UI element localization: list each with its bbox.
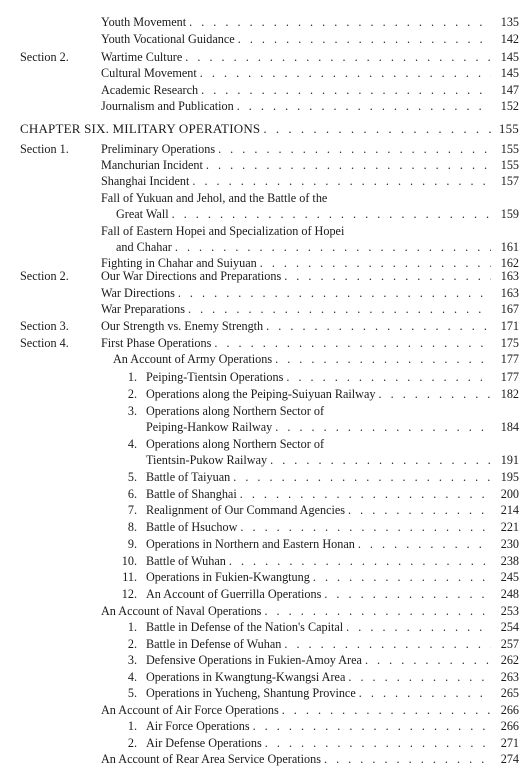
entry-title bbox=[101, 173, 491, 189]
dot-leader bbox=[362, 652, 491, 668]
dot-leader bbox=[230, 469, 491, 485]
entry-title-text: Preliminary Operations bbox=[101, 142, 216, 156]
entry-title-text: Fall of Eastern Hopei and Specialization of Hopei bbox=[101, 224, 345, 238]
dot-leader bbox=[235, 31, 491, 47]
entry-title bbox=[101, 268, 491, 284]
entry-title bbox=[101, 603, 491, 619]
page-number: 167 bbox=[500, 302, 519, 316]
dot-leader bbox=[250, 718, 491, 734]
toc-entry bbox=[0, 636, 531, 652]
page-number: 230 bbox=[500, 537, 519, 551]
item-number: 12. bbox=[121, 587, 137, 601]
page-number: 271 bbox=[500, 736, 519, 750]
entry-title bbox=[146, 536, 491, 552]
entry-title-text: Air Defense Operations bbox=[146, 736, 262, 750]
toc-entry bbox=[0, 486, 531, 502]
item-number: 9. bbox=[127, 537, 137, 551]
entry-title bbox=[101, 702, 491, 718]
entry-title-text: and Chahar bbox=[116, 240, 172, 254]
toc-entry bbox=[0, 31, 531, 47]
toc-entry bbox=[0, 49, 531, 65]
page-number: 266 bbox=[500, 719, 519, 733]
toc-entry bbox=[0, 619, 531, 635]
toc-entry bbox=[0, 436, 531, 452]
entry-title-text: Realignment of Our Command Agencies bbox=[146, 503, 346, 517]
toc-entry bbox=[0, 318, 531, 334]
dot-leader bbox=[182, 49, 491, 65]
toc-entry bbox=[0, 569, 531, 585]
entry-title bbox=[101, 301, 491, 317]
page-number: 262 bbox=[500, 653, 519, 667]
toc-entry bbox=[0, 536, 531, 552]
dot-leader bbox=[345, 502, 491, 518]
toc-entry bbox=[0, 452, 531, 468]
entry-title bbox=[101, 49, 491, 65]
dot-leader bbox=[356, 685, 491, 701]
entry-title bbox=[146, 519, 491, 535]
toc-entry bbox=[0, 65, 531, 81]
item-number: 5. bbox=[127, 470, 137, 484]
entry-title-text: Air Force Operations bbox=[146, 719, 250, 733]
entry-title bbox=[113, 351, 491, 367]
entry-title-text: Youth Movement bbox=[101, 15, 187, 29]
dot-leader bbox=[262, 735, 491, 751]
toc-entry bbox=[0, 685, 531, 701]
item-number: 10. bbox=[121, 554, 137, 568]
dot-leader bbox=[175, 285, 491, 301]
entry-title-text: Battle of Shanghai bbox=[146, 487, 237, 501]
toc-entry bbox=[0, 141, 531, 157]
dot-leader bbox=[279, 702, 491, 718]
page-number: 159 bbox=[500, 207, 519, 221]
dot-leader bbox=[203, 157, 491, 173]
entry-title bbox=[146, 569, 491, 585]
section-label: Section 2. bbox=[20, 50, 69, 64]
toc-entry bbox=[0, 718, 531, 734]
page-number: 175 bbox=[500, 336, 519, 350]
entry-title-text: Great Wall bbox=[116, 207, 169, 221]
entry-title-text: Operations in Fukien-Kwangtung bbox=[146, 570, 310, 584]
entry-title bbox=[146, 386, 491, 402]
page-number: 171 bbox=[500, 319, 519, 333]
entry-title bbox=[146, 669, 491, 685]
toc-entry bbox=[0, 386, 531, 402]
page-number: 147 bbox=[500, 83, 519, 97]
entry-title bbox=[146, 735, 491, 751]
entry-title-text: Defensive Operations in Fukien-Amoy Area bbox=[146, 653, 362, 667]
entry-title-text: Manchurian Incident bbox=[101, 158, 203, 172]
item-number: 4. bbox=[127, 437, 137, 451]
page-number: 145 bbox=[500, 50, 519, 64]
page-number: 177 bbox=[500, 370, 519, 384]
toc-entry bbox=[0, 285, 531, 301]
dot-leader bbox=[355, 536, 491, 552]
toc-entry bbox=[0, 586, 531, 602]
dot-leader bbox=[310, 569, 491, 585]
item-number: 5. bbox=[127, 686, 137, 700]
page-number: 195 bbox=[500, 470, 519, 484]
entry-title bbox=[101, 141, 491, 157]
dot-leader bbox=[169, 206, 491, 222]
section-label: Section 1. bbox=[20, 142, 69, 156]
entry-title bbox=[146, 419, 491, 435]
dot-leader bbox=[272, 419, 491, 435]
toc-entry bbox=[0, 369, 531, 385]
toc-entry bbox=[0, 553, 531, 569]
toc-entry bbox=[0, 469, 531, 485]
entry-title-text: Battle in Defense of the Nation's Capital bbox=[146, 620, 344, 634]
item-number: 7. bbox=[127, 503, 137, 517]
entry-title-text: Operations in Kwangtung-Kwangsi Area bbox=[146, 670, 346, 684]
dot-leader bbox=[172, 239, 491, 255]
chapter-title bbox=[20, 121, 491, 137]
entry-title bbox=[101, 31, 491, 47]
entry-title bbox=[146, 636, 491, 652]
entry-title-text: Shanghai Incident bbox=[101, 174, 190, 188]
toc-entry bbox=[0, 82, 531, 98]
dot-leader bbox=[376, 386, 492, 402]
entry-title-text: War Directions bbox=[101, 286, 175, 300]
page-number: 254 bbox=[500, 620, 519, 634]
entry-title bbox=[101, 318, 491, 334]
page-number: 248 bbox=[500, 587, 519, 601]
entry-title bbox=[101, 65, 491, 81]
entry-title bbox=[146, 685, 491, 701]
item-number: 1. bbox=[127, 370, 137, 384]
toc-entry bbox=[0, 419, 531, 435]
dot-leader bbox=[343, 619, 491, 635]
entry-title-text: CHAPTER SIX. MILITARY OPERATIONS bbox=[20, 121, 261, 136]
toc-entry bbox=[0, 98, 531, 114]
page-number: 245 bbox=[500, 570, 519, 584]
page-number: 155 bbox=[498, 121, 519, 136]
entry-title bbox=[101, 190, 491, 206]
entry-title-text: Operations along Northern Sector of bbox=[146, 404, 325, 418]
section-label: Section 4. bbox=[20, 336, 69, 350]
dot-leader bbox=[215, 141, 491, 157]
dot-leader bbox=[260, 121, 491, 137]
toc-entry bbox=[0, 173, 531, 189]
toc-entry bbox=[0, 702, 531, 718]
item-number: 3. bbox=[127, 404, 137, 418]
item-number: 2. bbox=[127, 387, 137, 401]
toc-entry bbox=[0, 519, 531, 535]
entry-title-text: Battle of Hsuchow bbox=[146, 520, 238, 534]
toc-entry bbox=[0, 652, 531, 668]
dot-leader bbox=[281, 268, 491, 284]
entry-title-text: Our Strength vs. Enemy Strength bbox=[101, 319, 264, 333]
section-label: Section 3. bbox=[20, 319, 69, 333]
item-number: 8. bbox=[127, 520, 137, 534]
entry-title bbox=[146, 718, 491, 734]
dot-leader bbox=[321, 751, 491, 767]
dot-leader bbox=[185, 301, 491, 317]
page-number: 142 bbox=[500, 32, 519, 46]
entry-title-text: War Preparations bbox=[101, 302, 185, 316]
entry-title bbox=[146, 403, 491, 419]
page-number: 214 bbox=[500, 503, 519, 517]
entry-title-text: Fall of Yukuan and Jehol, and the Battle of the bbox=[101, 191, 328, 205]
entry-title-text: Peiping-Hankow Railway bbox=[146, 420, 273, 434]
entry-title bbox=[101, 14, 491, 30]
page-number: 161 bbox=[500, 240, 519, 254]
dot-leader bbox=[281, 636, 491, 652]
item-number: 1. bbox=[127, 719, 137, 733]
dot-leader bbox=[189, 173, 491, 189]
toc-entry bbox=[0, 301, 531, 317]
page-number: 145 bbox=[500, 66, 519, 80]
entry-title-text: Wartime Culture bbox=[101, 50, 183, 64]
page-number: 163 bbox=[500, 286, 519, 300]
toc-entry bbox=[0, 502, 531, 518]
entry-title bbox=[101, 223, 491, 239]
entry-title-text: An Account of Army Operations bbox=[113, 352, 273, 366]
dot-leader bbox=[283, 369, 491, 385]
dot-leader bbox=[226, 553, 491, 569]
entry-title-text: Operations along the Peiping-Suiyuan Railway bbox=[146, 387, 376, 401]
toc-entry bbox=[0, 735, 531, 751]
toc-entry bbox=[0, 351, 531, 367]
entry-title-text: Operations in Northern and Eastern Honan bbox=[146, 537, 355, 551]
toc-entry bbox=[0, 603, 531, 619]
toc-entry bbox=[0, 669, 531, 685]
item-number: 2. bbox=[127, 637, 137, 651]
entry-title bbox=[101, 98, 491, 114]
entry-title bbox=[116, 239, 491, 255]
item-number: 2. bbox=[127, 736, 137, 750]
entry-title-text: Battle of Taiyuan bbox=[146, 470, 231, 484]
dot-leader bbox=[263, 318, 491, 334]
entry-title-text: Operations along Northern Sector of bbox=[146, 437, 325, 451]
page-number: 135 bbox=[500, 15, 519, 29]
page-number: 221 bbox=[500, 520, 519, 534]
entry-title bbox=[146, 436, 491, 452]
toc-entry bbox=[0, 239, 531, 255]
toc-entry bbox=[0, 14, 531, 30]
dot-leader bbox=[237, 486, 491, 502]
dot-leader bbox=[237, 519, 491, 535]
entry-title-text: Fighting in Chahar and Suiyuan bbox=[101, 256, 257, 270]
dot-leader bbox=[197, 65, 491, 81]
entry-title-text: Journalism and Publication bbox=[101, 99, 234, 113]
entry-title-text: Peiping-Tientsin Operations bbox=[146, 370, 284, 384]
page-number: 263 bbox=[500, 670, 519, 684]
toc-entry bbox=[0, 190, 531, 206]
entry-title bbox=[146, 486, 491, 502]
page-number: 152 bbox=[500, 99, 519, 113]
dot-leader bbox=[261, 603, 491, 619]
item-number: 4. bbox=[127, 670, 137, 684]
toc-entry bbox=[0, 751, 531, 767]
entry-title bbox=[101, 157, 491, 173]
entry-title bbox=[146, 469, 491, 485]
page-number: 265 bbox=[500, 686, 519, 700]
toc-entry bbox=[0, 223, 531, 239]
item-number: 1. bbox=[127, 620, 137, 634]
section-label: Section 2. bbox=[20, 269, 69, 283]
entry-title-text: Academic Research bbox=[101, 83, 199, 97]
page-number: 177 bbox=[500, 352, 519, 366]
toc-entry bbox=[0, 268, 531, 284]
entry-title-text: Tientsin-Pukow Railway bbox=[146, 453, 268, 467]
entry-title-text: Battle in Defense of Wuhan bbox=[146, 637, 282, 651]
entry-title-text: Battle of Wuhan bbox=[146, 554, 226, 568]
entry-title-text: First Phase Operations bbox=[101, 336, 212, 350]
entry-title bbox=[146, 652, 491, 668]
page-number: 155 bbox=[500, 142, 519, 156]
dot-leader bbox=[272, 351, 491, 367]
page-number: 266 bbox=[500, 703, 519, 717]
entry-title bbox=[116, 206, 491, 222]
dot-leader bbox=[186, 14, 491, 30]
entry-title-text: Youth Vocational Guidance bbox=[101, 32, 235, 46]
item-number: 11. bbox=[122, 570, 137, 584]
page-number: 274 bbox=[500, 752, 519, 766]
entry-title-text: Our War Directions and Preparations bbox=[101, 269, 282, 283]
entry-title-text: An Account of Rear Area Service Operations bbox=[101, 752, 321, 766]
dot-leader bbox=[321, 586, 491, 602]
page-number: 163 bbox=[500, 269, 519, 283]
entry-title-text: An Account of Guerrilla Operations bbox=[146, 587, 322, 601]
item-number: 6. bbox=[127, 487, 137, 501]
page-number: 257 bbox=[500, 637, 519, 651]
entry-title bbox=[146, 586, 491, 602]
toc-entry bbox=[0, 403, 531, 419]
entry-title-text: An Account of Air Force Operations bbox=[101, 703, 279, 717]
entry-title bbox=[101, 751, 491, 767]
page-number: 182 bbox=[500, 387, 519, 401]
page-number: 200 bbox=[500, 487, 519, 501]
toc-entry bbox=[0, 121, 531, 137]
toc-entry bbox=[0, 157, 531, 173]
dot-leader bbox=[267, 452, 491, 468]
page-number: 155 bbox=[500, 158, 519, 172]
page-number: 162 bbox=[500, 256, 519, 270]
entry-title bbox=[101, 335, 491, 351]
entry-title bbox=[146, 553, 491, 569]
toc-entry bbox=[0, 335, 531, 351]
dot-leader bbox=[234, 98, 491, 114]
page-number: 184 bbox=[500, 420, 519, 434]
page-number: 238 bbox=[500, 554, 519, 568]
dot-leader bbox=[198, 82, 491, 98]
item-number: 3. bbox=[127, 653, 137, 667]
toc-entry bbox=[0, 206, 531, 222]
dot-leader bbox=[345, 669, 491, 685]
entry-title bbox=[146, 369, 491, 385]
entry-title-text: Operations in Yucheng, Shantung Province bbox=[146, 686, 356, 700]
entry-title bbox=[101, 82, 491, 98]
page-number: 157 bbox=[500, 174, 519, 188]
entry-title bbox=[146, 502, 491, 518]
page-number: 253 bbox=[500, 604, 519, 618]
dot-leader bbox=[211, 335, 491, 351]
entry-title bbox=[146, 619, 491, 635]
entry-title bbox=[146, 452, 491, 468]
entry-title bbox=[101, 285, 491, 301]
page-number: 191 bbox=[500, 453, 519, 467]
entry-title-text: An Account of Naval Operations bbox=[101, 604, 262, 618]
entry-title-text: Cultural Movement bbox=[101, 66, 197, 80]
